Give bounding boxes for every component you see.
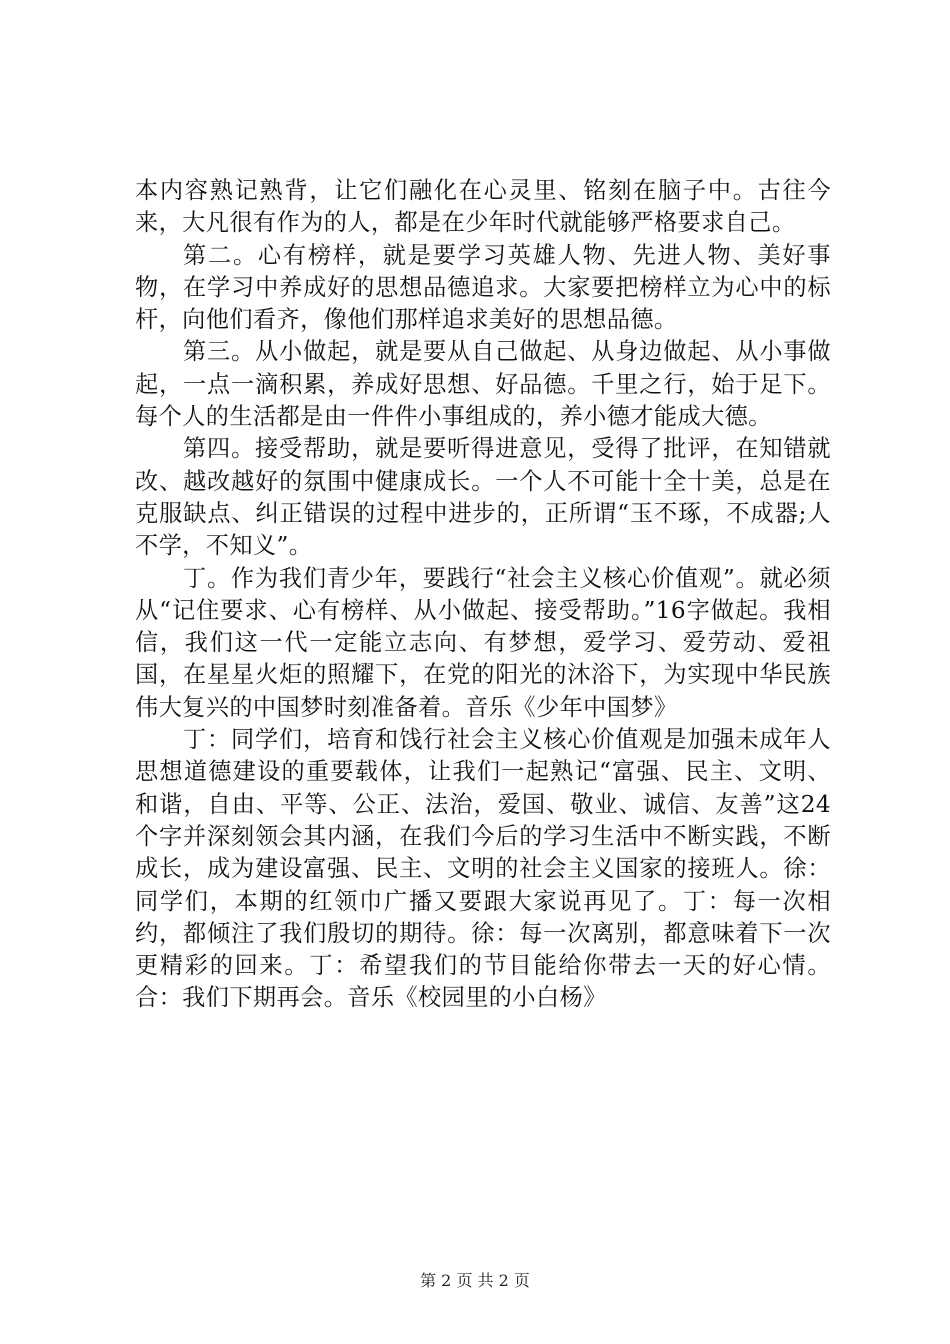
paragraph-second: 第二。心有榜样，就是要学习英雄人物、先进人物、美好事物，在学习中养成好的思想品德追求。大家要把榜样立为心中的标杆，向他们看齐，像他们那样追求美好的思想品德。: [135, 241, 831, 334]
paragraph-fourth: 第四。接受帮助，就是要听得进意见，受得了批评，在知错就改、越改越好的氛围中健康成长。一个人不可能十全十美，总是在克服缺点、纠正错误的过程中进步的，正所谓“玉不琢，不成器;人不学，不知义”。: [135, 435, 831, 560]
page-number-footer: 第 2 页 共 2 页: [420, 1271, 530, 1290]
document-body: [135, 175, 831, 1015]
paragraph-ding-values: 丁。作为我们青少年，要践行“社会主义核心价值观”。就必须从“记住要求、心有榜样、从小做起、接受帮助。”16字做起。我相信，我们这一代一定能立志向、有梦想，爱学习、爱劳动、爱祖国，在星星火炬的照耀下，在党的阳光的沐浴下，为实现中华民族伟大复兴的中国梦时刻准备着。音乐《少年中国梦》: [135, 564, 831, 721]
paragraph-closing: 丁：同学们，培育和饯行社会主义核心价值观是加强未成年人思想道德建设的重要载体，让我们一起熟记“富强、民主、文明、和谐，自由、平等、公正、法治，爱国、敬业、诚信、友善”这24个字并深刻领会其内涵，在我们今后的学习生活中不断实践，不断成长，成为建设富强、民主、文明的社会主义国家的接班人。徐：同学们，本期的红领巾广播又要跟大家说再见了。丁：每一次相约，都倾注了我们殷切的期待。徐：每一次离别，都意味着下一次更精彩的回来。丁：希望我们的节目能给你带去一天的好心情。合：我们下期再会。音乐《校园里的小白杨》: [135, 726, 831, 1012]
paragraph-continuation: 本内容熟记熟背，让它们融化在心灵里、铭刻在脑子中。古往今来，大凡很有作为的人，都是在少年时代就能够严格要求自己。: [135, 177, 831, 237]
paragraph-third: 第三。从小做起，就是要从自己做起、从身边做起、从小事做起，一点一滴积累，养成好思想、好品德。千里之行，始于足下。每个人的生活都是由一件件小事组成的，养小德才能成大德。: [135, 338, 831, 431]
